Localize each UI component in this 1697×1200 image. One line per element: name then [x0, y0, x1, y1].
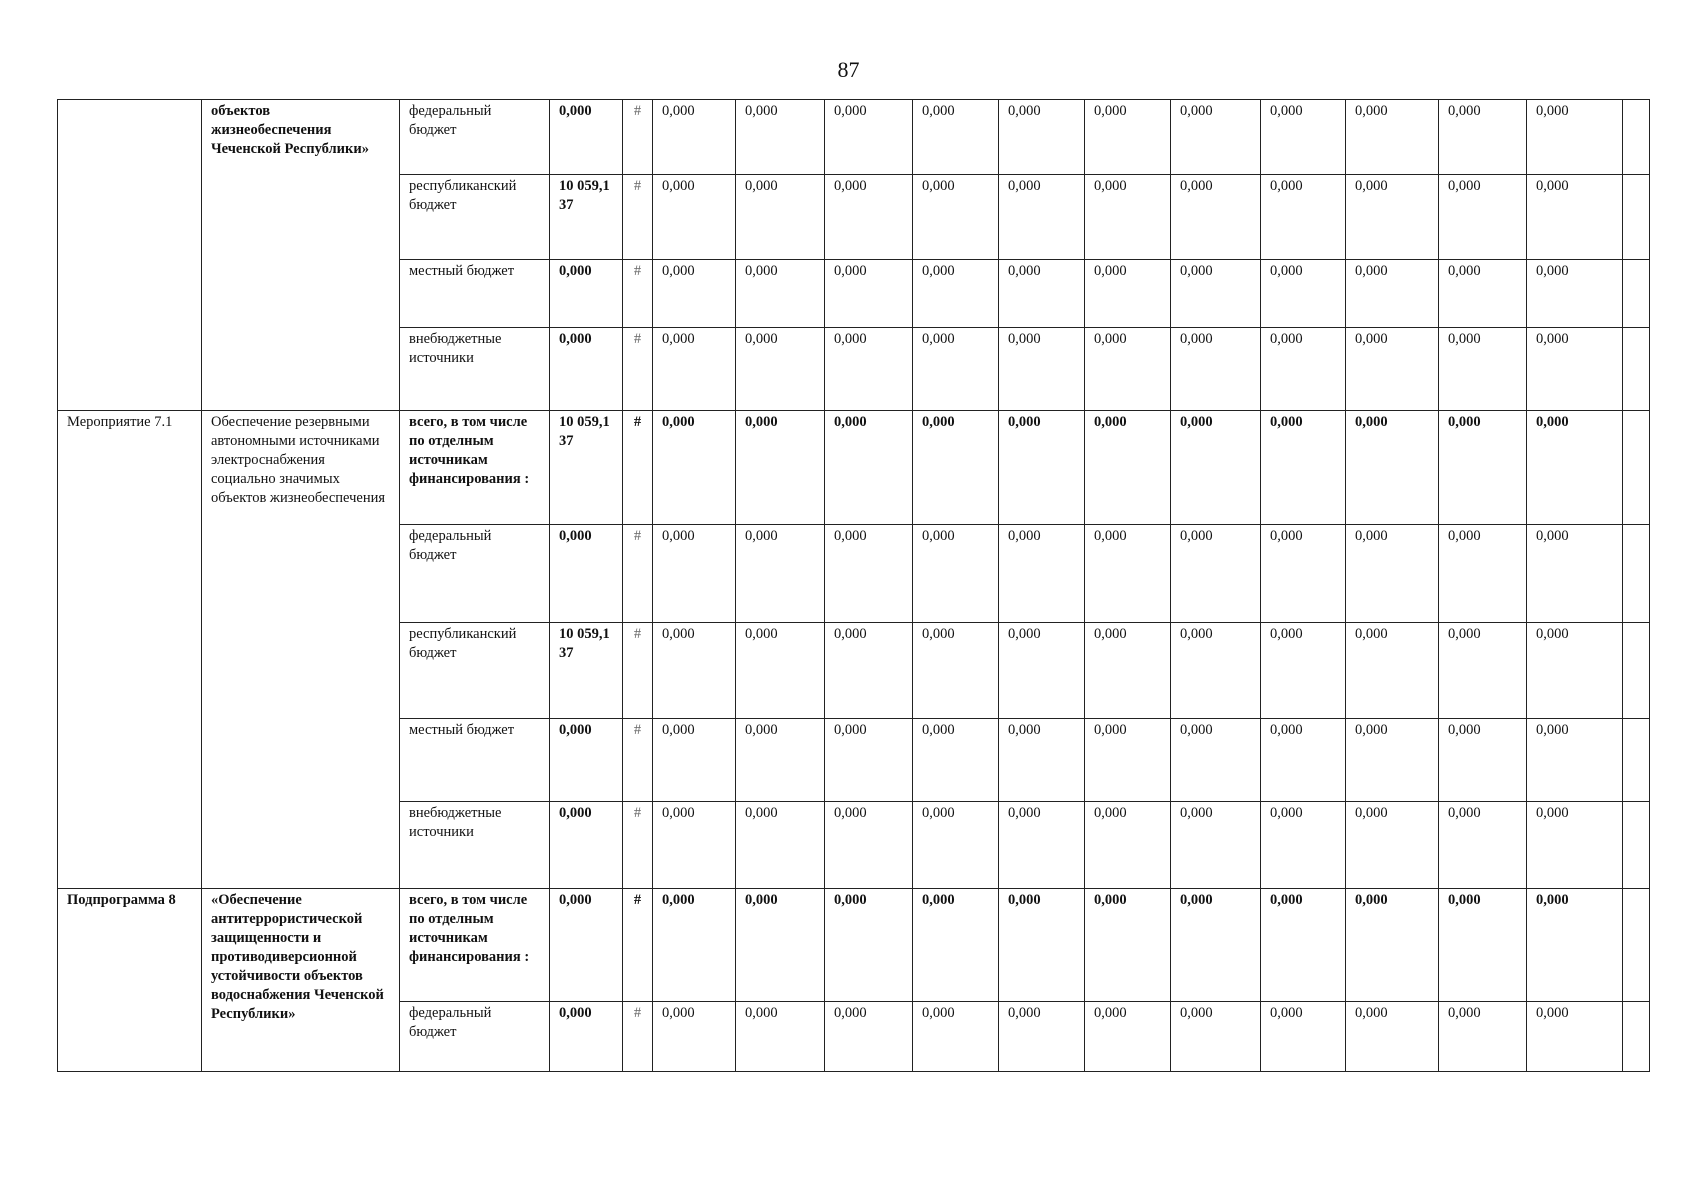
value-cell: 0,000 [1439, 100, 1527, 175]
value-cell: 0,000 [999, 100, 1085, 175]
value-cell: 0,000 [736, 260, 825, 328]
value-cell: 0,000 [913, 719, 999, 802]
funding-source-cell: федеральный бюджет [400, 1002, 550, 1072]
value-cell: 0,000 [825, 328, 913, 411]
value-cell: 0,000 [653, 623, 736, 719]
funding-source-cell: местный бюджет [400, 719, 550, 802]
value-cell: 0,000 [1439, 328, 1527, 411]
value-cell: 0,000 [1527, 802, 1623, 889]
total-cell: 0,000 [550, 889, 623, 1002]
value-cell: 0,000 [1261, 260, 1346, 328]
value-cell: 0,000 [1439, 623, 1527, 719]
overflow-marker-cell: # [623, 802, 653, 889]
value-cell: 0,000 [653, 1002, 736, 1072]
value-cell: 0,000 [1261, 802, 1346, 889]
value-cell: 0,000 [736, 802, 825, 889]
value-cell: 0,000 [913, 525, 999, 623]
value-cell: 0,000 [1346, 525, 1439, 623]
value-cell: 0,000 [1346, 328, 1439, 411]
value-cell: 0,000 [1261, 623, 1346, 719]
funding-source-cell: федеральный бюджет [400, 100, 550, 175]
overflow-marker-cell: # [623, 525, 653, 623]
overflow-marker-cell: # [623, 260, 653, 328]
value-cell: 0,000 [825, 525, 913, 623]
overflow-marker-cell: # [623, 411, 653, 525]
value-cell: 0,000 [999, 175, 1085, 260]
empty-cell [1623, 1002, 1650, 1072]
value-cell: 0,000 [653, 411, 736, 525]
value-cell: 0,000 [1085, 260, 1171, 328]
value-cell: 0,000 [999, 525, 1085, 623]
value-cell: 0,000 [825, 719, 913, 802]
total-cell: 0,000 [550, 802, 623, 889]
value-cell: 0,000 [999, 719, 1085, 802]
value-cell: 0,000 [913, 175, 999, 260]
value-cell: 0,000 [1346, 100, 1439, 175]
value-cell: 0,000 [913, 260, 999, 328]
program-code-cell: Подпрограмма 8 [58, 889, 202, 1072]
value-cell: 0,000 [1439, 260, 1527, 328]
value-cell: 0,000 [999, 1002, 1085, 1072]
value-cell: 0,000 [1171, 328, 1261, 411]
value-cell: 0,000 [1527, 175, 1623, 260]
program-name-cell: объектов жизнеобеспечения Чеченской Республики» [202, 100, 400, 411]
value-cell: 0,000 [1085, 175, 1171, 260]
value-cell: 0,000 [1439, 175, 1527, 260]
total-cell: 0,000 [550, 719, 623, 802]
value-cell: 0,000 [736, 175, 825, 260]
value-cell: 0,000 [1261, 1002, 1346, 1072]
value-cell: 0,000 [1171, 719, 1261, 802]
total-cell: 0,000 [550, 328, 623, 411]
value-cell: 0,000 [1085, 100, 1171, 175]
value-cell: 0,000 [825, 1002, 913, 1072]
value-cell: 0,000 [1085, 889, 1171, 1002]
overflow-marker-cell: # [623, 1002, 653, 1072]
value-cell: 0,000 [1171, 889, 1261, 1002]
total-cell: 0,000 [550, 525, 623, 623]
program-code-cell [58, 100, 202, 411]
total-cell: 0,000 [550, 260, 623, 328]
value-cell: 0,000 [1527, 411, 1623, 525]
value-cell: 0,000 [1171, 623, 1261, 719]
budget-table [57, 99, 1650, 1072]
value-cell: 0,000 [1527, 1002, 1623, 1072]
funding-source-cell: всего, в том числе по отделным источникам финансирования : [400, 889, 550, 1002]
value-cell: 0,000 [653, 100, 736, 175]
value-cell: 0,000 [1527, 328, 1623, 411]
value-cell: 0,000 [1085, 328, 1171, 411]
value-cell: 0,000 [1171, 802, 1261, 889]
empty-cell [1623, 525, 1650, 623]
value-cell: 0,000 [1527, 525, 1623, 623]
overflow-marker-cell: # [623, 719, 653, 802]
value-cell: 0,000 [1085, 802, 1171, 889]
value-cell: 0,000 [913, 889, 999, 1002]
value-cell: 0,000 [1261, 411, 1346, 525]
value-cell: 0,000 [736, 525, 825, 623]
value-cell: 0,000 [1439, 525, 1527, 623]
table-row [58, 100, 1650, 175]
value-cell: 0,000 [1085, 623, 1171, 719]
value-cell: 0,000 [1346, 175, 1439, 260]
table-row [58, 889, 1650, 1002]
value-cell: 0,000 [653, 719, 736, 802]
value-cell: 0,000 [653, 260, 736, 328]
value-cell: 0,000 [1261, 889, 1346, 1002]
value-cell: 0,000 [913, 328, 999, 411]
value-cell: 0,000 [999, 802, 1085, 889]
empty-cell [1623, 719, 1650, 802]
program-code-cell: Мероприятие 7.1 [58, 411, 202, 889]
value-cell: 0,000 [1346, 623, 1439, 719]
value-cell: 0,000 [825, 889, 913, 1002]
value-cell: 0,000 [913, 1002, 999, 1072]
value-cell: 0,000 [1085, 525, 1171, 623]
value-cell: 0,000 [913, 802, 999, 889]
table-row [58, 411, 1650, 525]
funding-source-cell: федеральный бюджет [400, 525, 550, 623]
total-cell: 10 059,137 [550, 411, 623, 525]
value-cell: 0,000 [999, 889, 1085, 1002]
value-cell: 0,000 [736, 623, 825, 719]
value-cell: 0,000 [736, 411, 825, 525]
page-number: 87 [837, 57, 860, 82]
value-cell: 0,000 [1439, 411, 1527, 525]
value-cell: 0,000 [1261, 525, 1346, 623]
value-cell: 0,000 [653, 889, 736, 1002]
value-cell: 0,000 [1346, 889, 1439, 1002]
value-cell: 0,000 [825, 175, 913, 260]
value-cell: 0,000 [1527, 889, 1623, 1002]
value-cell: 0,000 [999, 623, 1085, 719]
funding-source-cell: всего, в том числе по отделным источникам финансирования : [400, 411, 550, 525]
value-cell: 0,000 [1346, 260, 1439, 328]
empty-cell [1623, 623, 1650, 719]
total-cell: 0,000 [550, 1002, 623, 1072]
value-cell: 0,000 [913, 411, 999, 525]
value-cell: 0,000 [999, 411, 1085, 525]
funding-source-cell: внебюджетные источники [400, 802, 550, 889]
value-cell: 0,000 [1439, 1002, 1527, 1072]
value-cell: 0,000 [1527, 719, 1623, 802]
value-cell: 0,000 [1171, 411, 1261, 525]
value-cell: 0,000 [1527, 100, 1623, 175]
value-cell: 0,000 [736, 1002, 825, 1072]
value-cell: 0,000 [999, 328, 1085, 411]
value-cell: 0,000 [1261, 100, 1346, 175]
value-cell: 0,000 [1171, 100, 1261, 175]
empty-cell [1623, 411, 1650, 525]
value-cell: 0,000 [653, 802, 736, 889]
empty-cell [1623, 802, 1650, 889]
value-cell: 0,000 [1346, 411, 1439, 525]
value-cell: 0,000 [999, 260, 1085, 328]
value-cell: 0,000 [736, 328, 825, 411]
value-cell: 0,000 [913, 623, 999, 719]
value-cell: 0,000 [913, 100, 999, 175]
value-cell: 0,000 [736, 719, 825, 802]
value-cell: 0,000 [1085, 1002, 1171, 1072]
value-cell: 0,000 [1261, 719, 1346, 802]
overflow-marker-cell: # [623, 100, 653, 175]
value-cell: 0,000 [1261, 175, 1346, 260]
empty-cell [1623, 889, 1650, 1002]
funding-source-cell: внебюджетные источники [400, 328, 550, 411]
total-cell: 0,000 [550, 100, 623, 175]
program-name-cell: Обеспечение резервными автономными источниками электроснабжения социально значимых объектов жизнеобеспечения [202, 411, 400, 889]
value-cell: 0,000 [825, 100, 913, 175]
overflow-marker-cell: # [623, 623, 653, 719]
value-cell: 0,000 [825, 411, 913, 525]
value-cell: 0,000 [653, 175, 736, 260]
empty-cell [1623, 100, 1650, 175]
value-cell: 0,000 [1527, 623, 1623, 719]
empty-cell [1623, 328, 1650, 411]
value-cell: 0,000 [1439, 719, 1527, 802]
value-cell: 0,000 [1527, 260, 1623, 328]
value-cell: 0,000 [653, 328, 736, 411]
total-cell: 10 059,137 [550, 623, 623, 719]
value-cell: 0,000 [1085, 411, 1171, 525]
funding-source-cell: республиканский бюджет [400, 623, 550, 719]
value-cell: 0,000 [1261, 328, 1346, 411]
value-cell: 0,000 [1346, 719, 1439, 802]
value-cell: 0,000 [1346, 1002, 1439, 1072]
value-cell: 0,000 [736, 100, 825, 175]
value-cell: 0,000 [825, 623, 913, 719]
value-cell: 0,000 [1346, 802, 1439, 889]
overflow-marker-cell: # [623, 889, 653, 1002]
value-cell: 0,000 [1171, 175, 1261, 260]
value-cell: 0,000 [1171, 1002, 1261, 1072]
value-cell: 0,000 [825, 260, 913, 328]
value-cell: 0,000 [736, 889, 825, 1002]
value-cell: 0,000 [1085, 719, 1171, 802]
total-cell: 10 059,137 [550, 175, 623, 260]
value-cell: 0,000 [825, 802, 913, 889]
empty-cell [1623, 260, 1650, 328]
program-name-cell: «Обеспечение антитеррористической защищенности и противодиверсионной устойчивости объектов водоснабжения Чеченской Республики» [202, 889, 400, 1072]
overflow-marker-cell: # [623, 175, 653, 260]
overflow-marker-cell: # [623, 328, 653, 411]
value-cell: 0,000 [1171, 525, 1261, 623]
budget-table-body [58, 100, 1650, 1072]
value-cell: 0,000 [1439, 889, 1527, 1002]
empty-cell [1623, 175, 1650, 260]
value-cell: 0,000 [653, 525, 736, 623]
funding-source-cell: республиканский бюджет [400, 175, 550, 260]
value-cell: 0,000 [1439, 802, 1527, 889]
funding-source-cell: местный бюджет [400, 260, 550, 328]
value-cell: 0,000 [1171, 260, 1261, 328]
